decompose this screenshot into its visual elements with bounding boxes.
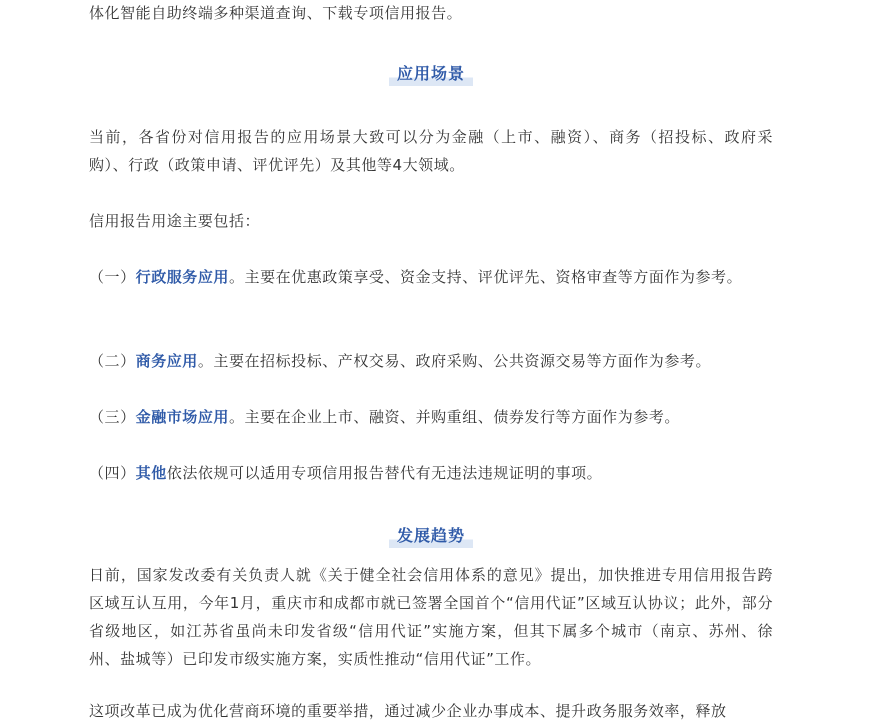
- usage-item-title: 金融市场应用: [135, 408, 229, 426]
- usage-item-prefix: （二）: [89, 352, 136, 370]
- usage-item-text: 依法依规可以适用专项信用报告替代有无违法违规证明的事项。: [166, 464, 603, 482]
- usage-item-text: 。主要在企业上市、融资、并购重组、债券发行等方面作为参考。: [228, 408, 680, 426]
- usage-item-text: 。主要在优惠政策享受、资金支持、评优评先、资格审查等方面作为参考。: [228, 268, 743, 286]
- section-heading-trends-text: 发展趋势: [389, 525, 473, 548]
- usage-item-prefix: （三）: [89, 408, 136, 426]
- usage-item-title: 商务应用: [135, 352, 198, 370]
- usage-item-2: [89, 347, 773, 375]
- section-heading-scenarios: [89, 63, 773, 86]
- scenarios-paragraph-1: 当前，各省份对信用报告的应用场景大致可以分为金融（上市、融资）、商务（招投标、政府采购）、行政（政策申请、评优评先）及其他等4大领域。: [89, 128, 773, 174]
- usage-item-4: [89, 459, 773, 487]
- usage-item-text: 。主要在招标投标、产权交易、政府采购、公共资源交易等方面作为参考。: [197, 352, 712, 370]
- usage-item-prefix: （四）: [89, 464, 136, 482]
- usage-item-prefix: （一）: [89, 268, 136, 286]
- section-heading-trends: [89, 525, 773, 548]
- usage-item-title: 行政服务应用: [135, 268, 229, 286]
- intro-paragraph-tail: 体化智能自助终端多种渠道查询、下载专项信用报告。: [89, 4, 463, 22]
- usage-item-title: 其他: [135, 464, 167, 482]
- scenarios-paragraph-2: 信用报告用途主要包括：: [89, 212, 261, 230]
- section-heading-scenarios-text: 应用场景: [389, 63, 473, 86]
- trends-paragraph-2: 这项改革已成为优化营商环境的重要举措，通过减少企业办事成本、提升政务服务效率，释放: [89, 702, 727, 720]
- usage-item-3: [89, 403, 773, 431]
- usage-item-1: [89, 263, 773, 291]
- trends-paragraph-1: 日前，国家发改委有关负责人就《关于健全社会信用体系的意见》提出，加快推进专用信用报告跨区域互认互用，今年1月，重庆市和成都市就已签署全国首个“信用代证”区域互认协议；此外，部分省级地区，如江苏省虽尚未印发省级“信用代证”实施方案，但其下属多个城市（南京、苏州、徐州、盐城等）已印发市级实施方案，实质性推动“信用代证”工作。: [89, 566, 773, 668]
